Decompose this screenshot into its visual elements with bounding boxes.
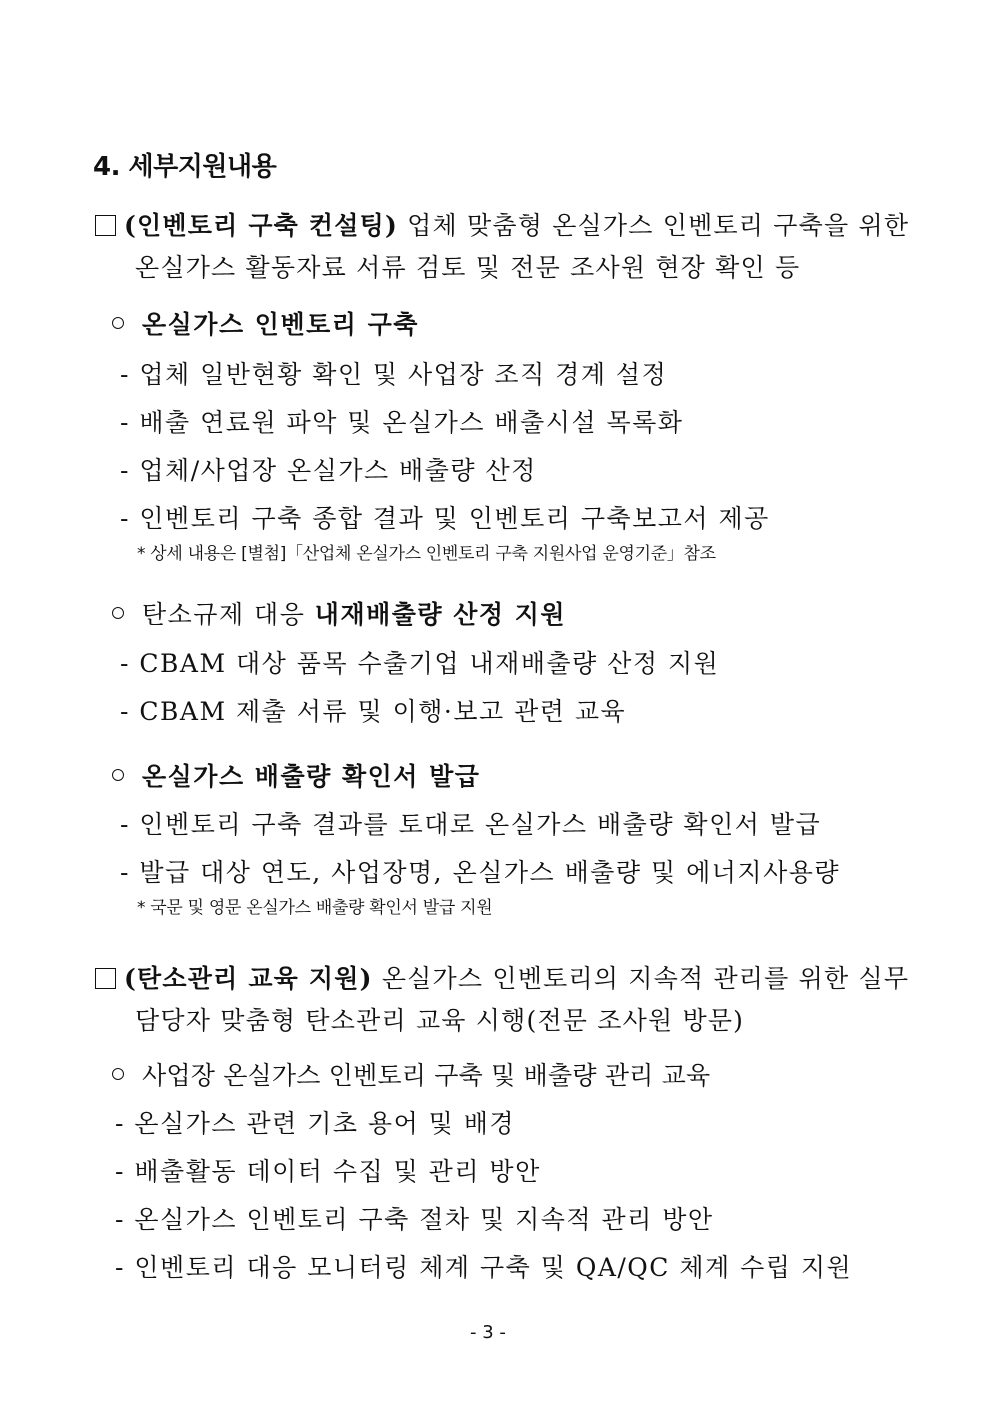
block1-heading-bold: (인벤토리 구축 컨설팅): [124, 211, 399, 240]
block1-sub3-title-text: 온실가스 배출량 확인서 발급: [142, 762, 481, 791]
list-item: - 인벤토리 구축 종합 결과 및 인벤토리 구축보고서 제공: [120, 504, 770, 533]
block1-sub1-note: * 상세 내용은 [별첨]「산업체 온실가스 인벤토리 구축 지원사업 운영기준」참조: [137, 544, 716, 564]
circle-bullet-icon: [112, 1068, 124, 1080]
list-item: - 발급 대상 연도, 사업장명, 온실가스 배출량 및 에너지사용량: [120, 858, 841, 887]
circle-bullet-icon: [112, 607, 124, 619]
block2-heading-bold: (탄소관리 교육 지원): [124, 964, 373, 993]
list-item: - 인벤토리 구축 결과를 토대로 온실가스 배출량 확인서 발급: [120, 810, 822, 839]
list-item: - 업체 일반현황 확인 및 사업장 조직 경계 설정: [120, 360, 668, 389]
block1-sub3-title: [112, 757, 480, 793]
circle-bullet-icon: [112, 317, 124, 329]
block2-sub1-title-text: 사업장 온실가스 인벤토리 구축 및 배출량 관리 교육: [142, 1061, 711, 1090]
list-item: - 배출활동 데이터 수집 및 관리 방안: [115, 1157, 541, 1186]
list-item: - 배출 연료원 파악 및 온실가스 배출시설 목록화: [120, 408, 684, 437]
block1-heading: [95, 206, 909, 242]
list-item: - CBAM 대상 품목 수출기업 내재배출량 산정 지원: [120, 649, 720, 678]
block1-sub2-title: [112, 595, 566, 631]
block2-heading: [95, 959, 909, 995]
block1-sub1-title-text: 온실가스 인벤토리 구축: [142, 310, 419, 339]
checkbox-square-icon: [95, 215, 116, 236]
circle-bullet-icon: [112, 769, 124, 781]
checkbox-square-icon: [95, 968, 116, 989]
page-number: - 3 -: [470, 1322, 506, 1343]
block2-heading-cont: 담당자 맞춤형 탄소관리 교육 시행(전문 조사원 방문): [135, 1006, 745, 1035]
block1-heading-rest: 업체 맞춤형 온실가스 인벤토리 구축을 위한: [398, 211, 910, 240]
block1-sub2-title-plain: 탄소규제 대응: [142, 600, 315, 629]
list-item: - 온실가스 관련 기초 용어 및 배경: [115, 1109, 516, 1138]
list-item: - 온실가스 인벤토리 구축 절차 및 지속적 관리 방안: [115, 1205, 714, 1234]
block1-sub2-title-bold: 내재배출량 산정 지원: [314, 600, 567, 629]
list-item: - 인벤토리 대응 모니터링 체계 구축 및 QA/QC 체계 수립 지원: [115, 1253, 853, 1282]
block1-sub1-title: [112, 305, 419, 341]
section-title: 4. 세부지원내용: [93, 152, 277, 182]
list-item: - CBAM 제출 서류 및 이행·보고 관련 교육: [120, 697, 627, 726]
block1-heading-cont: 온실가스 활동자료 서류 검토 및 전문 조사원 현장 확인 등: [135, 253, 801, 282]
block1-sub3-note: * 국문 및 영문 온실가스 배출량 확인서 발급 지원: [137, 898, 493, 918]
list-item: - 업체/사업장 온실가스 배출량 산정: [120, 456, 537, 485]
block2-heading-rest: 온실가스 인벤토리의 지속적 관리를 위한 실무: [372, 964, 910, 993]
block2-sub1-title: [112, 1056, 710, 1092]
